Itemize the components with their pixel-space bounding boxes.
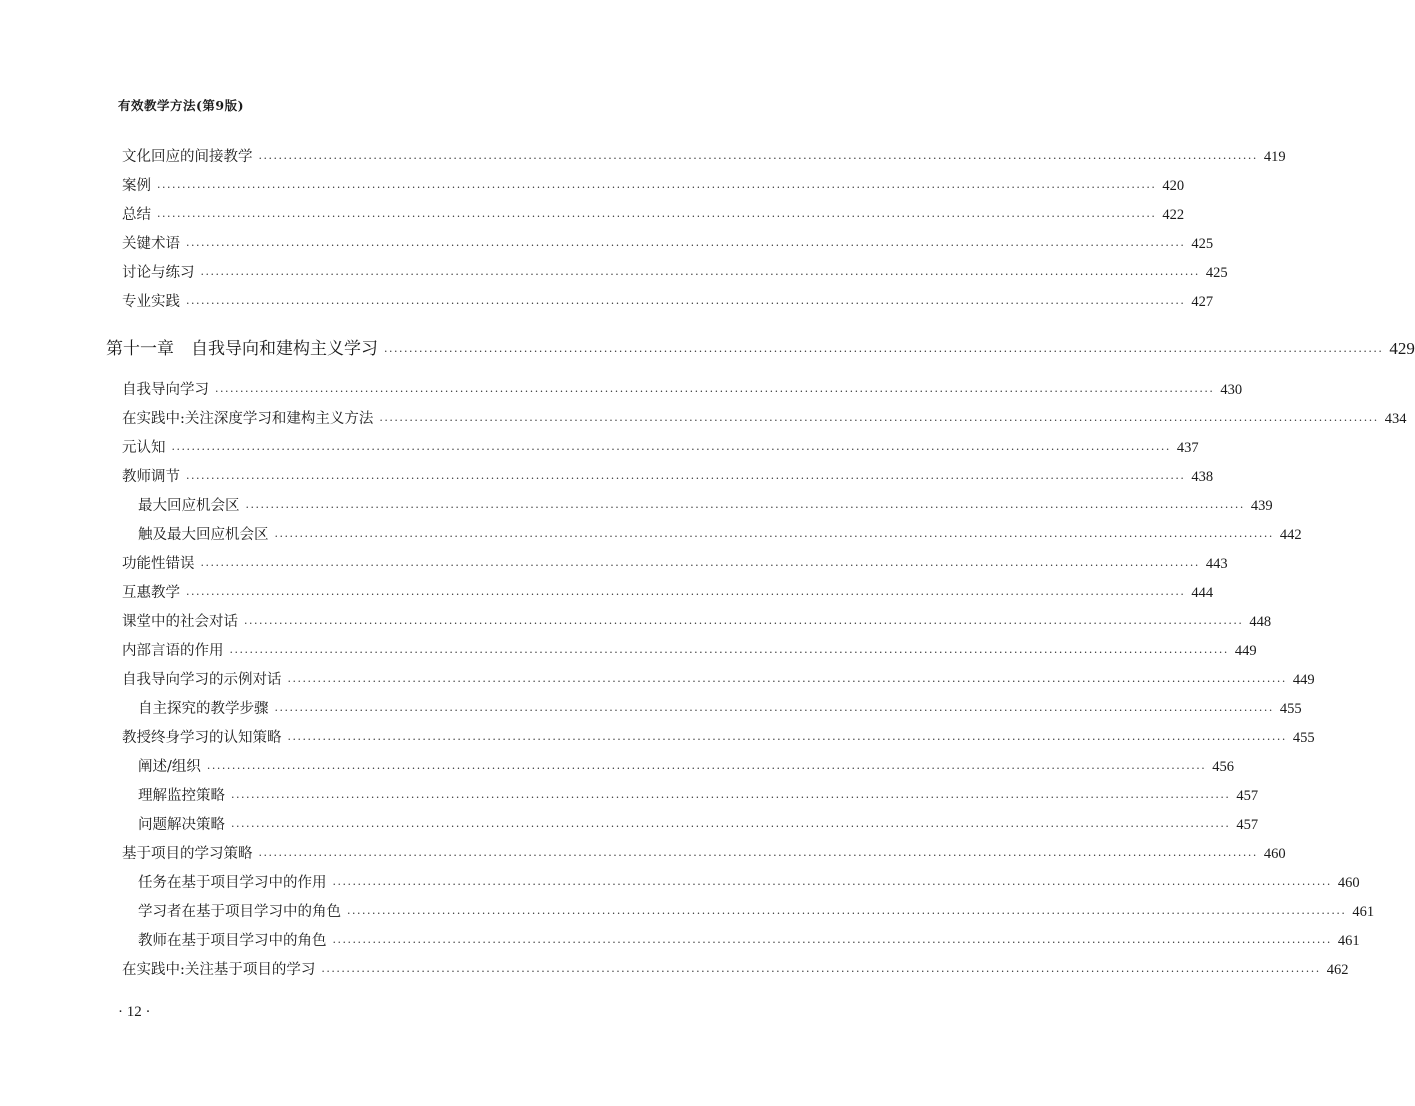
toc-entry[interactable]: [122, 379, 1243, 401]
toc-entry-label: 理解监控策略: [138, 788, 225, 804]
toc-entry-label: 功能性错误: [122, 556, 195, 572]
toc-entry-label: 问题解决策略: [138, 817, 225, 833]
toc-entry-page: 427: [1191, 294, 1214, 310]
toc-entry[interactable]: [138, 930, 1360, 952]
toc-entry-label: 专业实践: [122, 294, 180, 310]
toc-entry-page: 439: [1250, 498, 1273, 514]
toc-leader-dots: ········································································································································································································: [332, 878, 1332, 891]
toc-entry-page: 460: [1337, 875, 1360, 891]
toc-entry-label: 任务在基于项目学习中的作用: [138, 875, 327, 891]
toc-leader-dots: ········································································································································································································: [171, 443, 1171, 456]
toc-entry-label: 在实践中:关注深度学习和建构主义方法: [122, 411, 374, 427]
toc-entry[interactable]: [122, 408, 1407, 430]
toc-leader-dots: ········································································································································································································: [231, 820, 1231, 833]
toc-leader-dots: ········································································································································································································: [258, 152, 1258, 165]
toc-leader-dots: ········································································································································································································: [200, 268, 1200, 281]
toc-entry[interactable]: [122, 233, 1214, 255]
toc-entry[interactable]: [122, 727, 1315, 749]
toc-entry-page: 456: [1212, 759, 1234, 775]
toc-entry-page: 457: [1236, 817, 1259, 833]
page-number: · 12 ·: [118, 1004, 151, 1020]
toc-entry-label: 触及最大回应机会区: [138, 527, 269, 543]
toc-entry-page: 430: [1220, 382, 1243, 398]
toc-entry-page: 438: [1191, 469, 1214, 485]
toc-entry-label: 自我导向学习: [122, 382, 209, 398]
toc-leader-dots: ········································································································································································································: [245, 501, 1245, 514]
toc-leader-dots: ········································································································································································································: [258, 849, 1258, 862]
toc-entry-page: 461: [1352, 904, 1375, 920]
toc-entry[interactable]: [122, 146, 1286, 168]
toc-entry-page: 444: [1191, 585, 1214, 601]
toc-entry[interactable]: [122, 843, 1286, 865]
toc-entry-label: 教师在基于项目学习中的角色: [138, 933, 327, 949]
toc-leader-dots: ········································································································································································································: [379, 414, 1379, 427]
toc-entry-label: 最大回应机会区: [138, 498, 240, 514]
toc-entry-label: 案例: [122, 178, 151, 194]
toc-leader-dots: ········································································································································································································: [274, 704, 1274, 717]
toc-leader-dots: ········································································································································································································: [215, 385, 1215, 398]
toc-entry-page: 449: [1292, 672, 1315, 688]
toc-leader-dots: ········································································································································································································: [332, 936, 1332, 949]
toc-entry-label: 学习者在基于项目学习中的角色: [138, 904, 341, 920]
toc-entry-page: 455: [1292, 730, 1315, 746]
toc-leader-dots: ········································································································································································································: [231, 791, 1231, 804]
toc-entry-label: 在实践中:关注基于项目的学习: [122, 962, 316, 978]
toc-entry-page: 461: [1337, 933, 1360, 949]
toc-leader-dots: ········································································································································································································: [244, 617, 1244, 630]
toc-entry-label: 互惠教学: [122, 585, 180, 601]
toc-leader-dots: ········································································································································································································: [274, 530, 1274, 543]
toc-entry-label: 教授终身学习的认知策略: [122, 730, 282, 746]
toc-entry-page: 449: [1234, 643, 1257, 659]
toc-entry-label: 元认知: [122, 440, 166, 456]
toc-entry[interactable]: [122, 437, 1199, 459]
toc-entry-page: 448: [1249, 614, 1272, 630]
toc-entry[interactable]: [122, 669, 1315, 691]
toc-entry[interactable]: [138, 872, 1360, 894]
toc-entry[interactable]: [122, 553, 1228, 575]
toc-entry-page: 425: [1191, 236, 1214, 252]
toc-entry-page: 457: [1236, 788, 1259, 804]
toc-entry-label: 课堂中的社会对话: [122, 614, 238, 630]
toc-entry[interactable]: [138, 756, 1234, 778]
toc-leader-dots: ········································································································································································································: [186, 588, 1186, 601]
toc-entry-page: 429: [1389, 339, 1415, 358]
toc-entry-label: 总结: [122, 207, 151, 223]
toc-entry-page: 462: [1326, 962, 1349, 978]
toc-entry[interactable]: [122, 291, 1214, 313]
toc-entry[interactable]: [122, 204, 1185, 226]
toc-entry[interactable]: [138, 785, 1259, 807]
toc-entry-page: 419: [1263, 149, 1286, 165]
toc-leader-dots: ········································································································································································································: [347, 907, 1347, 920]
toc-leader-dots: ········································································································································································································: [321, 965, 1321, 978]
toc-entry-page: 434: [1384, 411, 1407, 427]
toc-entry-page: 422: [1162, 207, 1185, 223]
toc-leader-dots: ········································································································································································································: [200, 559, 1200, 572]
toc-leader-dots: ········································································································································································································: [186, 297, 1186, 310]
toc-leader-dots: ········································································································································································································: [206, 762, 1207, 775]
toc-entry-label: 第十一章 自我导向和建构主义学习: [106, 339, 378, 359]
toc-entry[interactable]: [138, 901, 1375, 923]
toc-entry[interactable]: [138, 524, 1302, 546]
toc-entry[interactable]: [138, 698, 1302, 720]
toc-leader-dots: ········································································································································································································: [157, 210, 1157, 223]
toc-entry-page: 455: [1279, 701, 1302, 717]
toc-entry-label: 教师调节: [122, 469, 180, 485]
toc-entry-page: 443: [1205, 556, 1228, 572]
toc-entry-label: 关键术语: [122, 236, 180, 252]
toc-leader-dots: ········································································································································································································: [287, 733, 1287, 746]
toc-leader-dots: ········································································································································································································: [384, 345, 1384, 358]
toc-entry[interactable]: [122, 640, 1257, 662]
toc-entry-label: 自我导向学习的示例对话: [122, 672, 282, 688]
toc-entry[interactable]: [122, 175, 1185, 197]
toc-entry-page: 460: [1263, 846, 1286, 862]
toc-chapter-entry[interactable]: [106, 336, 1415, 362]
toc-entry[interactable]: [138, 495, 1273, 517]
toc-leader-dots: ········································································································································································································: [157, 181, 1157, 194]
toc-entry-label: 讨论与练习: [122, 265, 195, 281]
toc-leader-dots: ········································································································································································································: [287, 675, 1287, 688]
toc-entry[interactable]: [122, 466, 1214, 488]
toc-entry-page: 442: [1279, 527, 1302, 543]
toc-entry[interactable]: [138, 814, 1259, 836]
toc-leader-dots: ········································································································································································································: [229, 646, 1229, 659]
toc-entry-label: 内部言语的作用: [122, 643, 224, 659]
toc-entry-label: 阐述/组织: [138, 759, 201, 775]
toc-entry-label: 文化回应的间接教学: [122, 149, 253, 165]
running-head-title: 有效教学方法(第9版): [118, 98, 245, 113]
toc-entry-page: 437: [1176, 440, 1199, 456]
toc-entry-label: 自主探究的教学步骤: [138, 701, 269, 717]
toc-entry[interactable]: [122, 611, 1272, 633]
toc-entry-page: 425: [1205, 265, 1228, 281]
toc-leader-dots: ········································································································································································································: [186, 472, 1186, 485]
toc-entry-label: 基于项目的学习策略: [122, 846, 253, 862]
toc-entry[interactable]: [122, 262, 1228, 284]
toc-entry[interactable]: [122, 959, 1349, 981]
toc-leader-dots: ········································································································································································································: [186, 239, 1186, 252]
toc-entry[interactable]: [122, 582, 1214, 604]
toc-entry-page: 420: [1162, 178, 1185, 194]
